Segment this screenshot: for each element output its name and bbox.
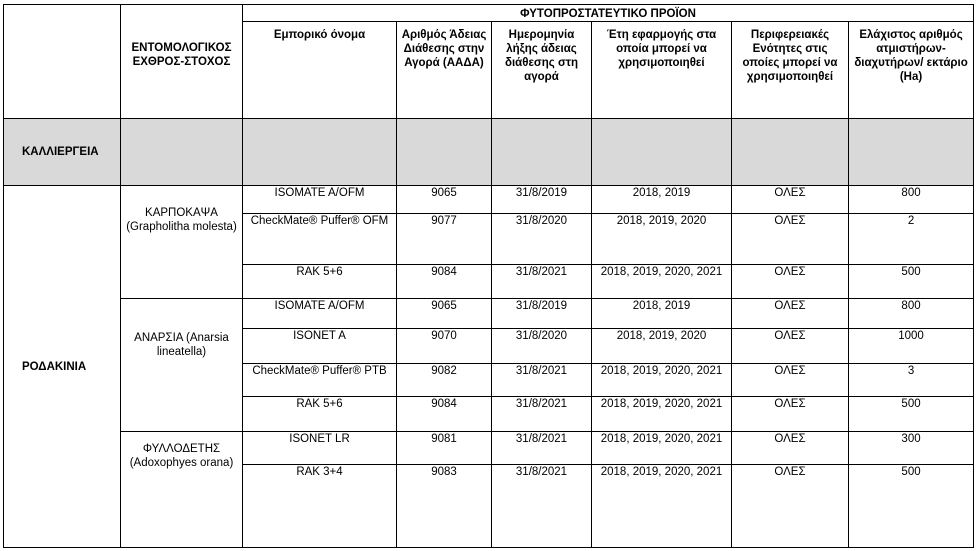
expiry-date: 31/8/2021 bbox=[492, 464, 592, 547]
regions: ΟΛΕΣ bbox=[732, 432, 849, 464]
expiry-date: 31/8/2019 bbox=[492, 298, 592, 328]
expiry-date: 31/8/2019 bbox=[492, 186, 592, 213]
gray-cell bbox=[592, 119, 732, 186]
regions: ΟΛΕΣ bbox=[732, 265, 849, 298]
expiry-date: 31/8/2020 bbox=[492, 329, 592, 363]
corner-cell bbox=[4, 5, 121, 119]
product-name: ISONET LR bbox=[243, 432, 397, 464]
application-years: 2018, 2019, 2020, 2021 bbox=[592, 397, 732, 432]
product-group-header: ΦΥΤΟΠΡΟΣΤΑΤΕΥΤΙΚΟ ΠΡΟΪΟΝ bbox=[243, 5, 974, 22]
regions: ΟΛΕΣ bbox=[732, 363, 849, 396]
col-header-expiry: Ημερομηνία λήξης άδειας διάθεσης στη αγορά bbox=[492, 22, 592, 119]
expiry-date: 31/8/2021 bbox=[492, 432, 592, 464]
regions: ΟΛΕΣ bbox=[732, 464, 849, 547]
product-name: RAK 5+6 bbox=[243, 265, 397, 298]
col-header-aada: Αριθμός Άδειας Διάθεσης στην Αγορά (ΑΑΔΑ) bbox=[397, 22, 492, 119]
expiry-date: 31/8/2021 bbox=[492, 397, 592, 432]
application-years: 2018, 2019, 2020, 2021 bbox=[592, 363, 732, 396]
products-table bbox=[3, 4, 974, 548]
expiry-date: 31/8/2021 bbox=[492, 265, 592, 298]
pest-column-header: ΕΝΤΟΜΟΛΟΓΙΚΟΣ ΕΧΘΡΟΣ-ΣΤΟΧΟΣ bbox=[121, 5, 243, 119]
product-name: ISOMATE A/OFM bbox=[243, 298, 397, 328]
application-years: 2018, 2019, 2020 bbox=[592, 329, 732, 363]
col-header-regions: Περιφερειακές Ενότητες στις οποίες μπορεί να χρησιμοποιηθεί bbox=[732, 22, 849, 119]
aada-number: 9081 bbox=[397, 432, 492, 464]
gray-cell bbox=[732, 119, 849, 186]
gray-cell bbox=[243, 119, 397, 186]
pest-cell: ΑΝΑΡΣΙΑ (Anarsia lineatella) bbox=[121, 298, 243, 432]
col-header-min: Ελάχιστος αριθμός ατμιστήρων-διαχυτήρων/ εκτάριο (Ha) bbox=[849, 22, 974, 119]
min-dispensers: 800 bbox=[849, 298, 974, 328]
pest-cell: ΦΥΛΛΟΔΕΤΗΣ (Adoxophyes orana) bbox=[121, 432, 243, 548]
product-name: ISOMATE A/OFM bbox=[243, 186, 397, 213]
min-dispensers: 3 bbox=[849, 363, 974, 396]
gray-cell bbox=[492, 119, 592, 186]
crop-cell: ΡΟΔΑΚΙΝΙΑ bbox=[4, 186, 121, 548]
col-header-years: Έτη εφαρμογής στα οποία μπορεί να χρησιμοποιηθεί bbox=[592, 22, 732, 119]
aada-number: 9065 bbox=[397, 298, 492, 328]
min-dispensers: 500 bbox=[849, 397, 974, 432]
expiry-date: 31/8/2020 bbox=[492, 213, 592, 265]
application-years: 2018, 2019 bbox=[592, 186, 732, 213]
aada-number: 9082 bbox=[397, 363, 492, 396]
gray-cell bbox=[849, 119, 974, 186]
application-years: 2018, 2019, 2020 bbox=[592, 213, 732, 265]
min-dispensers: 800 bbox=[849, 186, 974, 213]
regions: ΟΛΕΣ bbox=[732, 298, 849, 328]
regions: ΟΛΕΣ bbox=[732, 213, 849, 265]
product-name: RAK 3+4 bbox=[243, 464, 397, 547]
product-name: RAK 5+6 bbox=[243, 397, 397, 432]
aada-number: 9077 bbox=[397, 213, 492, 265]
product-name: ISONET A bbox=[243, 329, 397, 363]
min-dispensers: 500 bbox=[849, 464, 974, 547]
gray-cell bbox=[397, 119, 492, 186]
application-years: 2018, 2019, 2020, 2021 bbox=[592, 265, 732, 298]
product-name: CheckMate® Puffer® PTB bbox=[243, 363, 397, 396]
application-years: 2018, 2019 bbox=[592, 298, 732, 328]
application-years: 2018, 2019, 2020, 2021 bbox=[592, 432, 732, 464]
aada-number: 9084 bbox=[397, 265, 492, 298]
gray-cell bbox=[121, 119, 243, 186]
expiry-date: 31/8/2021 bbox=[492, 363, 592, 396]
min-dispensers: 2 bbox=[849, 213, 974, 265]
regions: ΟΛΕΣ bbox=[732, 397, 849, 432]
regions: ΟΛΕΣ bbox=[732, 186, 849, 213]
col-header-product: Εμπορικό όνομα bbox=[243, 22, 397, 119]
min-dispensers: 1000 bbox=[849, 329, 974, 363]
aada-number: 9083 bbox=[397, 464, 492, 547]
pest-cell: ΚΑΡΠΟΚΑΨΑ (Grapholitha molesta) bbox=[121, 186, 243, 298]
aada-number: 9084 bbox=[397, 397, 492, 432]
min-dispensers: 300 bbox=[849, 432, 974, 464]
product-name: CheckMate® Puffer® OFM bbox=[243, 213, 397, 265]
aada-number: 9065 bbox=[397, 186, 492, 213]
min-dispensers: 500 bbox=[849, 265, 974, 298]
regions: ΟΛΕΣ bbox=[732, 329, 849, 363]
application-years: 2018, 2019, 2020, 2021 bbox=[592, 464, 732, 547]
culture-label: ΚΑΛΛΙΕΡΓΕΙΑ bbox=[4, 119, 121, 186]
aada-number: 9070 bbox=[397, 329, 492, 363]
